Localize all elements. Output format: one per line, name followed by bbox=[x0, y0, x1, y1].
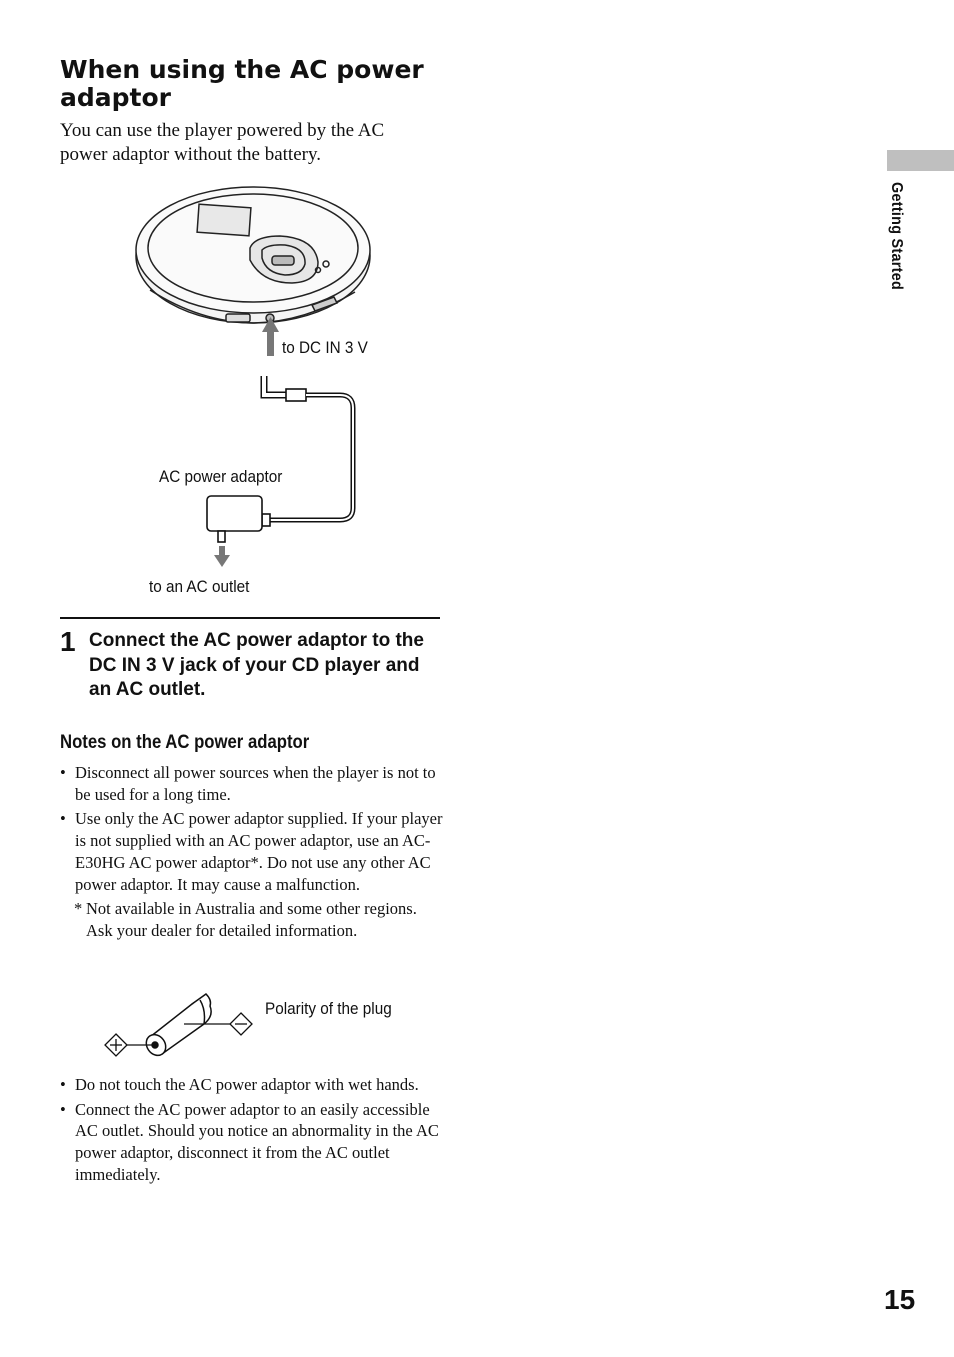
list-item: • Use only the AC power adaptor supplied. If your player is not supplied with an AC power adaptor, use an AC-E30HG AC power adaptor*. Do not use any other AC power adaptor. It may cause a malfunction. bbox=[60, 809, 443, 894]
intro-text: You can use the player powered by the AC power adaptor without the battery. bbox=[60, 120, 385, 165]
section-tab bbox=[887, 150, 954, 171]
list-item: • Do not touch the AC power adaptor with wet hands. bbox=[60, 1075, 419, 1094]
page-heading: When using the AC power adaptor bbox=[60, 55, 424, 112]
step-number: 1 bbox=[60, 626, 76, 657]
step-instruction: Connect the AC power adaptor to the DC IN 3 V jack of your CD player and an AC outlet. bbox=[89, 630, 424, 700]
plug-icon bbox=[142, 994, 211, 1059]
label-dc-in: to DC IN 3 V bbox=[282, 338, 368, 357]
notes-list-continued bbox=[60, 1074, 445, 1189]
label-polarity: Polarity of the plug bbox=[265, 999, 392, 1018]
label-ac-outlet: to an AC outlet bbox=[149, 577, 250, 596]
section-tab-label: Getting Started bbox=[888, 182, 905, 291]
list-item: • Connect the AC power adaptor to an easily accessible AC outlet. Should you notice an abnormality in the AC power adaptor, disconnect it from the AC outlet immediately. bbox=[60, 1099, 439, 1184]
footnote: * Not available in Australia and some other regions. Ask your dealer for detailed information. bbox=[74, 899, 417, 940]
negative-terminal-icon bbox=[230, 1013, 252, 1035]
list-item: • Disconnect all power sources when the player is not to be used for a long time. bbox=[60, 763, 436, 804]
notes-heading: Notes on the AC power adaptor bbox=[60, 732, 310, 753]
page-number: 15 bbox=[884, 1284, 916, 1315]
positive-terminal-icon bbox=[105, 1034, 127, 1056]
label-ac-adaptor: AC power adaptor bbox=[159, 467, 283, 486]
